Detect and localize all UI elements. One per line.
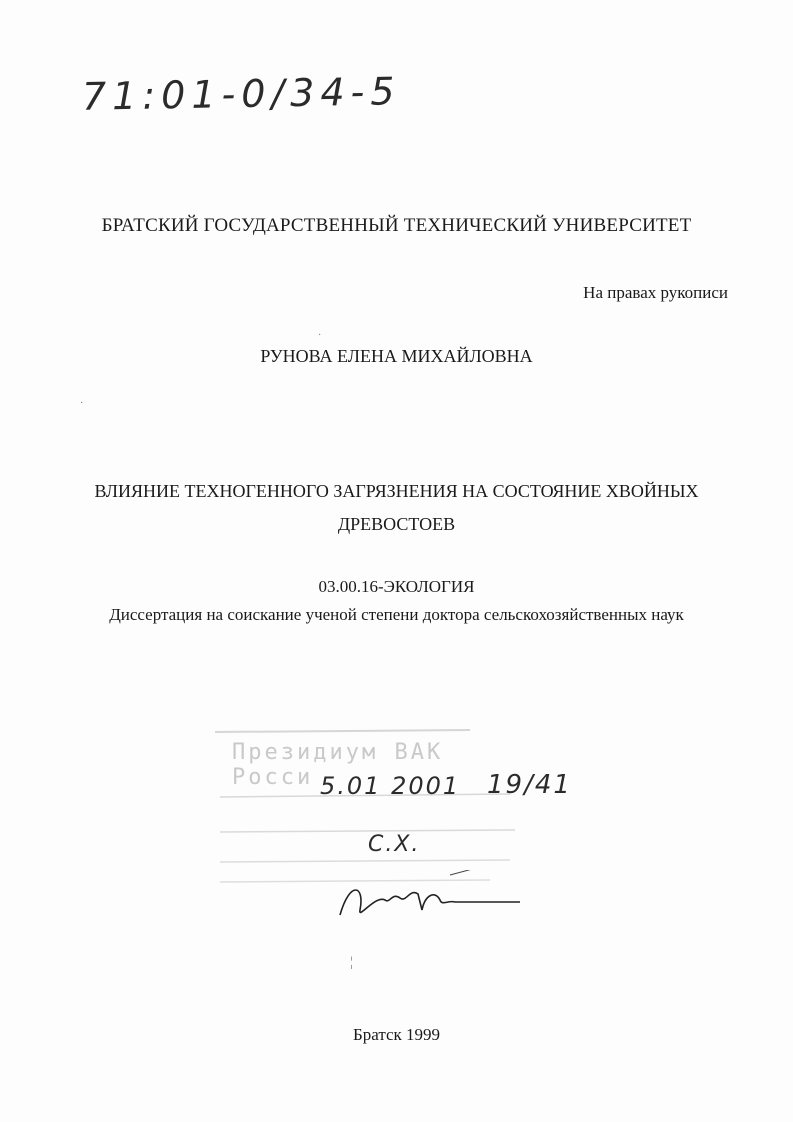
stamp-field-handwritten: С.Х. (368, 832, 421, 857)
stamp-header: Президиум ВАК Росси (232, 740, 444, 790)
dissertation-degree: Диссертация на соискание ученой степени доктора сельскохозяйственных наук (109, 605, 684, 624)
scan-speck: · (80, 398, 84, 409)
stamp-number-handwritten: 19/41 (487, 770, 572, 800)
university-name: БРАТСКИЙ ГОСУДАРСТВЕННЫЙ ТЕХНИЧЕСКИЙ УНИВЕРСИТЕТ (101, 215, 692, 236)
city-year: Братск 1999 (352, 1025, 441, 1044)
dissertation-title: ВЛИЯНИЕ ТЕХНОГЕННОГО ЗАГРЯЗНЕНИЯ НА СОСТОЯНИЕ ХВОЙНЫХ ДРЕВОСТОЕВ (94, 481, 699, 534)
specialty-code: 03.00.16-ЭКОЛОГИЯ (318, 577, 475, 596)
archive-number: 71:01-0/34-5 (81, 69, 401, 119)
manuscript-rights: На правах рукописи (583, 283, 728, 302)
scan-speck: ¦ (350, 955, 353, 970)
stamp-date-handwritten: 5.01 2001 (320, 772, 461, 800)
scan-speck: · (318, 330, 322, 341)
signature (330, 870, 530, 930)
author-name: РУНОВА ЕЛЕНА МИХАЙЛОВНА (260, 346, 533, 366)
